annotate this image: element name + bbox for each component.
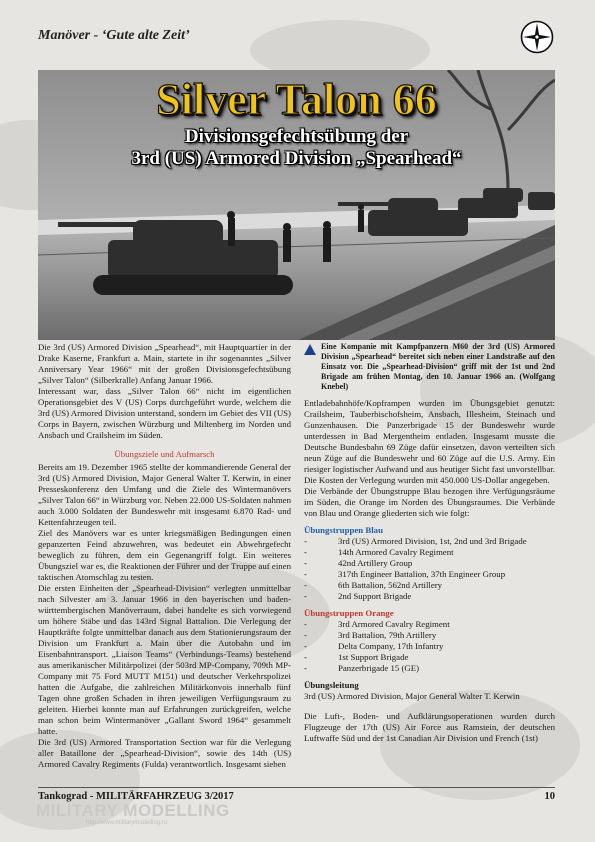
orange-forces-list — [304, 619, 555, 674]
list-item: - 3rd (US) Armored Division, 1st, 2nd und 3rd Brigade — [304, 536, 527, 546]
group-heading-lead: Übungsleitung — [304, 680, 359, 690]
list-item: - 6th Battalion, 562nd Artillery — [304, 580, 443, 590]
watermark-logo: MILITARY MODELLING — [36, 801, 230, 820]
paragraph: Die Verbände der Übungstruppe Blau bezogen ihre Verfügungsräume im Süden, die Orange im Norden des Übungsraumes. Die Verbände von Blau und Orange gliederten sich wie folgt: — [304, 486, 555, 518]
list-item: - Delta Company, 17th Infantry — [304, 641, 444, 651]
paragraph: Die ersten Einheiten der „Spearhead-Division“ verlegten unmittelbar nach Silvester am 3. Januar 1966 in den bayerischen und baden-württembergischen Manöverraum, dabei handelte es sich vorwiegend um höhere Stäbe und das 143rd Signal Battalion. Die Verlegung der Hauptkräfte folgte unmittelbar danach aus dem Stationierungsraum der Division um Frankfurt a. Main über die Autobahn und im Eisenbahntransport. „Liaison Teams“ (Verbindungs-Teams) bestehend aus amerikanischer Militärpolizei (der 503rd MP-Company, 709th MP-Company mit 75 Ford MUTT M151) und deutscher Verkehrspolizei hatten die Aufgabe, die zahlreichen Militärkonvois innerhalb fünf Tagen ohne großen Schaden in ihren jeweiligen Verfügungsraum zu geleiten. Hierbei konnte man auf Erfahrungen zurückgreifen, welche man schon beim Wintermanöver „Gallant Sword 1964“ gesammelt hatte. — [38, 583, 291, 736]
caption-text: Eine Kompanie mit Kampfpanzern M60 der 3rd (US) Armored Division „Spearhead“ bereitet sich neben einer Landstraße auf den Einsatz vor. Die „Spearhead-Division“ griff mit der 1st und 2nd Brigade am frühen Montag, den 10. Januar 1966 an. (Wolfgang Knebel) — [321, 342, 555, 391]
paragraph: Die 3rd (US) Armored Division „Spearhead“, mit Hauptquartier in der Drake Kaserne, Frankfurt a. Main, startete in ihr sogenanntes „Silver Anniversary Year 1966“ mit der großen Divisionsgefechtsübung „Silver Talon“ (Silberkralle) Anfang Januar 1966. — [38, 342, 291, 385]
text-column-left — [38, 342, 291, 770]
paragraph: Die Luft-, Boden- und Aufklärungsoperationen wurden durch Flugzeuge der 17th (US) Air Force aus Ramstein, der deutschen Luftwaffe Süd und der 1st Canadian Air Division und French (1st) — [304, 711, 555, 743]
footer-publication: Tankograd - MILITÄRFAHRZEUG 3/2017 — [38, 791, 234, 802]
hero-photo — [38, 70, 555, 340]
list-item: - 3rd Battalion, 79th Artillery — [304, 630, 437, 640]
list-item: - Panzerbrigade 15 (GE) — [304, 663, 420, 673]
list-item: - 42nd Artillery Group — [304, 558, 413, 568]
group-heading-orange: Übungstruppen Orange — [304, 608, 394, 618]
list-item: - 2nd Support Brigade — [304, 591, 412, 601]
article-subtitle-line1: Divisionsgefechtsübung der — [184, 126, 409, 147]
watermark-url: http://www.militarymodelling.ru — [86, 820, 168, 826]
photo-caption — [304, 342, 555, 392]
article-title: Silver Talon 66 — [156, 75, 437, 124]
list-item: - 14th Armored Cavalry Regiment — [304, 547, 454, 557]
compass-icon — [520, 20, 554, 54]
article-subtitle-line2: 3rd (US) Armored Division „Spearhead“ — [131, 148, 462, 169]
paragraph: Die 3rd (US) Armored Transportation Section war für die Verlegung aller Bataillone der „Spearhead-Division“, sowie des 14th (US) Armored Cavalry Regiments (Fulda) verantwortlich. Insgesamt sieben — [38, 737, 291, 769]
group-heading-blue: Übungstruppen Blau — [304, 525, 383, 535]
section-heading: Übungsziele und Aufmarsch — [114, 449, 215, 459]
list-item: - 317th Engineer Battalion, 37th Engineer Group — [304, 569, 506, 579]
list-item: - 1st Support Brigade — [304, 652, 409, 662]
section-title: Manöver - ‘Gute alte Zeit’ — [38, 28, 190, 43]
text-column-right — [304, 342, 555, 744]
paragraph: 3rd (US) Armored Division, Major General Walter T. Kerwin — [304, 691, 520, 701]
paragraph: Entladebahnhöfe/Kopframpen wurden im Übungsgebiet genutzt: Crailsheim, Tauberbischofsheim, Ansbach, Illesheim, Steinach und Gunzenhausen. Die Panzerbrigade 15 der Bundeswehr wurde unterdessen in Bad Mergentheim entladen. Insgesamt musste die Deutsche Bundesbahn 69 Züge dafür einsetzen, davon verteilten sich neun Züge auf die Bundeswehr und 60 Züge auf die U.S. Army. Ein riesiger logistischer Aufwand und aus heutiger Sicht fast unvorstellbar. Die Kosten der Verlegung wurden mit 450.000 US-Dollar angegeben. — [304, 398, 555, 485]
paragraph: Interessant war, dass „Silver Talon 66“ nicht im eigentlichen Operationsgebiet des V (US) Corps durchgeführt wurde, welchem die 3rd (US) Armored Division unterstand, sondern im Gebiet des VII (US) Corps in Bayern, zwischen Würzburg und Miltenberg im Norden und Ansbach und Crailsheim im Süden. — [38, 386, 291, 440]
blue-forces-list — [304, 536, 555, 602]
footer-rule — [38, 787, 555, 788]
page-number: 10 — [544, 791, 555, 802]
list-item: - 3rd Armored Cavalry Regiment — [304, 619, 450, 629]
paragraph: Bereits am 19. Dezember 1965 stellte der kommandierende General der 3rd (US) Armored Division, Major General Walter T. Kerwin, in einer Presseskonferenz den Umfang und die Ziele des Wintermanövers „Silver Talon 66“ in Würzburg vor. Neben 22.000 US-Soldaten nahmen auch 3.000 Soldaten der Bundeswehr mit insgesamt 6.870 Rad- und Kettenfahrzeugen teil. — [38, 462, 291, 527]
paragraph: Ziel des Manövers war es unter kriegsmäßigen Bedingungen einen gepanzerten Feind abzuwehren, was bedeutet ein Abwehrgefecht beweglich zu führen, dem ein Gegenangriff folgt. Ein weiteres Übungsziel war es, die Reaktionen der Führer und der Truppe auf einen taktischen Atomschlag zu testen. — [38, 528, 291, 582]
triangle-up-icon — [304, 342, 316, 355]
